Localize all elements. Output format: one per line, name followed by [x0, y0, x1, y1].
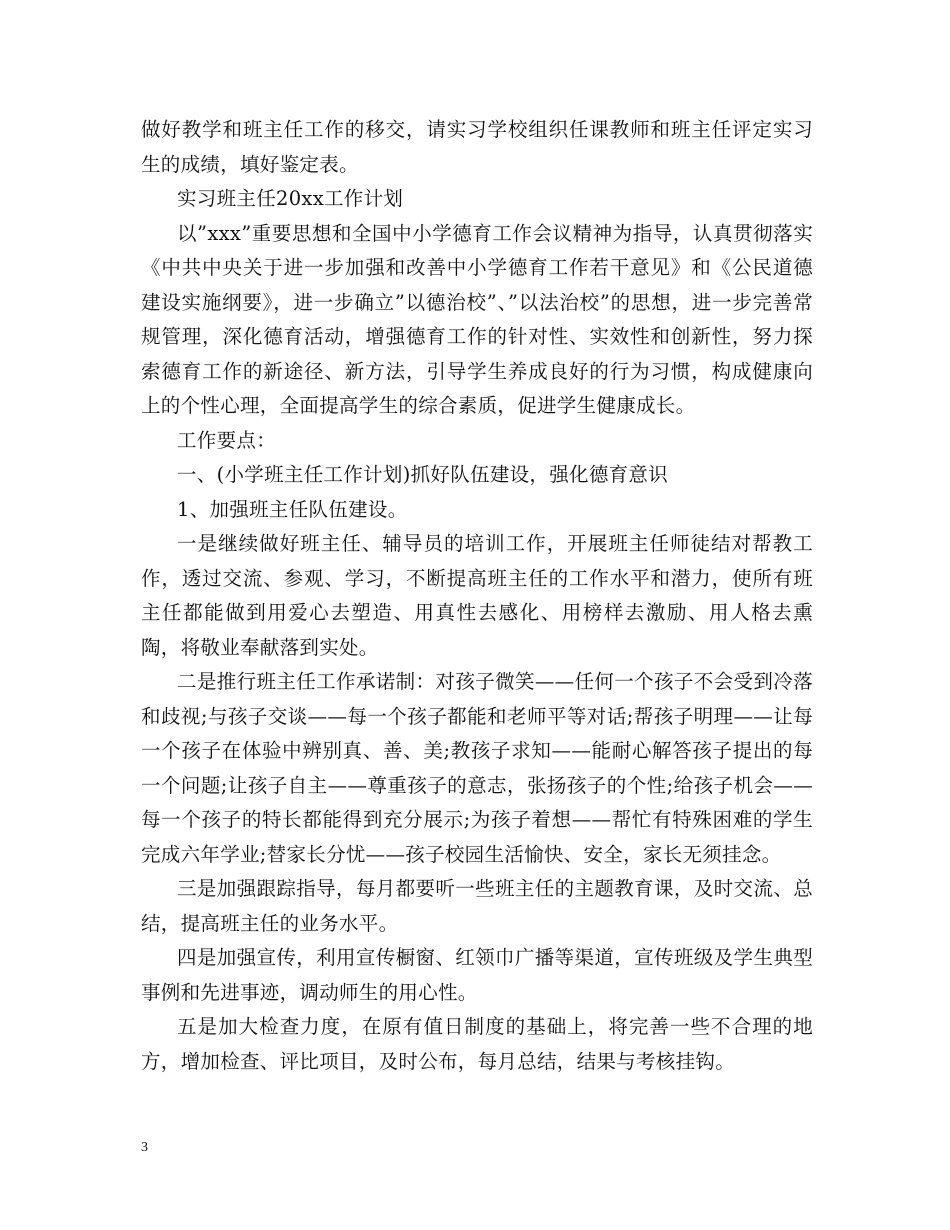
paragraph-point-five: 五是加大检查力度，在原有值日制度的基础上，将完善一些不合理的地方，增加检查、评比项目，及时公布，每月总结，结果与考核挂钩。	[141, 1015, 813, 1073]
paragraph-point-three: 三是加强跟踪指导，每月都要听一些班主任的主题教育课，及时交流、总结，提高班主任的业务水平。	[141, 877, 813, 935]
paragraph-point-two: 二是推行班主任工作承诺制：对孩子微笑——任何一个孩子不会受到冷落和歧视;与孩子交谈——每一个孩子都能和老师平等对话;帮孩子明理——让每一个孩子在体验中辨别真、善、美;教孩子求知——能耐心解答孩子提出的每一个问题;让孩子自主——尊重孩子的意志，张扬孩子的个性;给孩子机会——每一个孩子的特长都能得到充分展示;为孩子着想——帮忙有特殊困难的学生完成六年学业;替家长分忧——孩子校园生活愉快、安全，家长无须挂念。	[141, 670, 813, 866]
section-heading-plan: 实习班主任20xx工作计划	[177, 187, 404, 210]
paragraph-guiding-principle: 以”xxx”重要思想和全国中小学德育工作会议精神为指导，认真贯彻落实《中共中央关于进一步加强和改善中小学德育工作若干意见》和《公民道德建设实施纲要》，进一步确立”以德治校”、”以法治校”的思想，进一步完善常规管理，深化德育活动，增强德育工作的针对性、实效性和创新性，努力探索德育工作的新途径、新方法，引导学生养成良好的行为习惯，构成健康向上的个性心理，全面提高学生的综合素质，促进学生健康成长。	[141, 221, 813, 417]
document-body	[141, 113, 813, 1079]
paragraph-point-one: 一是继续做好班主任、辅导员的培训工作，开展班主任师徒结对帮教工作，透过交流、参观、学习，不断提高班主任的工作水平和潜力，使所有班主任都能做到用爱心去塑造、用真性去感化、用榜样去激励、用人格去熏陶，将敬业奉献落到实处。	[141, 532, 813, 659]
heading-section-one: 一、(小学班主任工作计划)抓好队伍建设，强化德育意识	[177, 463, 669, 486]
heading-work-points: 工作要点：	[177, 428, 277, 452]
heading-item-one: 1、加强班主任队伍建设。	[177, 497, 408, 521]
page-number: 3	[141, 1140, 148, 1155]
paragraph-point-four: 四是加强宣传，利用宣传橱窗、红领巾广播等渠道，宣传班级及学生典型事例和先进事迹，调动师生的用心性。	[141, 946, 813, 1004]
paragraph-handover: 做好教学和班主任工作的移交，请实习学校组织任课教师和班主任评定实习生的成绩，填好鉴定表。	[141, 118, 813, 176]
